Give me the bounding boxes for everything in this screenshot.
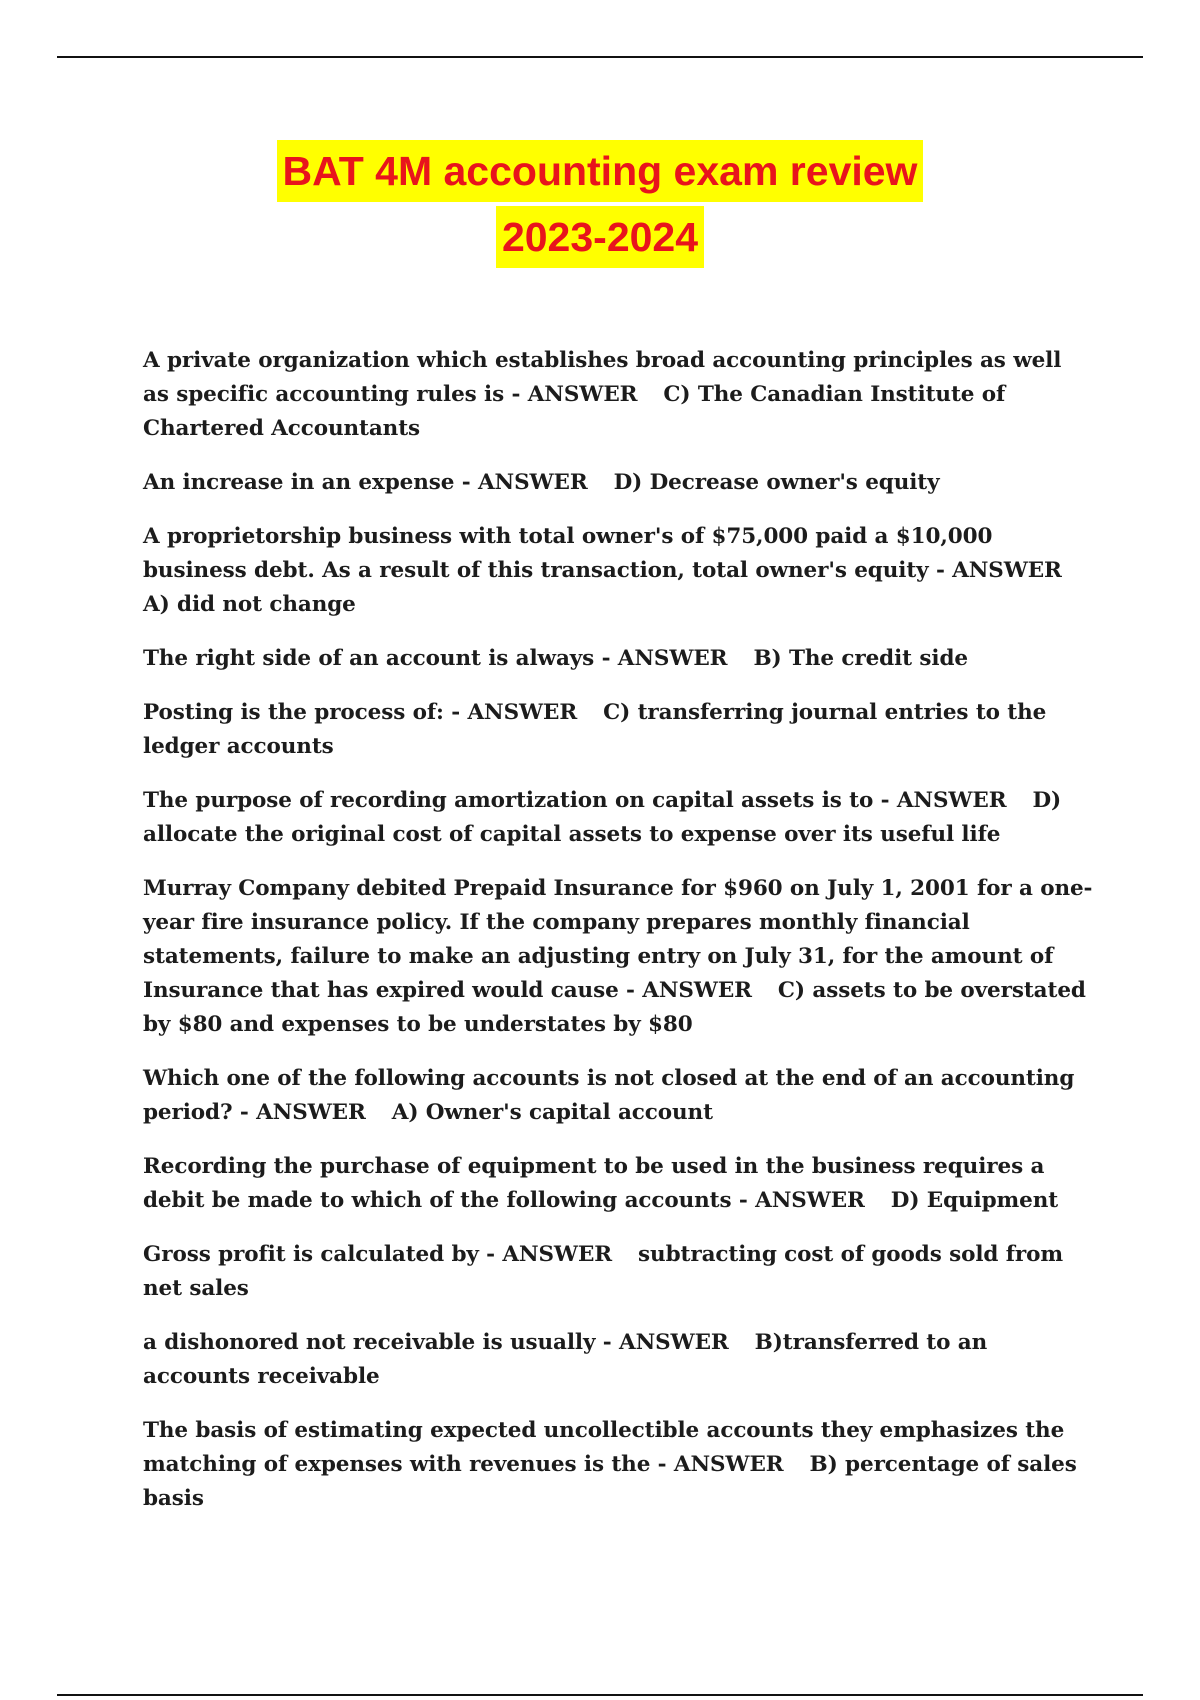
qa-item — [143, 1062, 1093, 1130]
answer-text: D) allocate the original cost of capital assets to expense over its useful life — [143, 788, 1062, 847]
top-rule — [57, 56, 1143, 58]
answer-text: D) Equipment — [890, 1188, 1059, 1213]
bottom-rule — [57, 1694, 1143, 1696]
answer-text: D) Decrease owner's equity — [613, 470, 940, 495]
question-text: An increase in an expense - ANSWER — [143, 470, 588, 495]
qa-item — [143, 642, 1093, 676]
answer-text: B)transferred to an accounts receivable — [143, 1330, 988, 1389]
question-text: Gross profit is calculated by - ANSWER — [143, 1242, 613, 1267]
answer-text: B) percentage of sales basis — [143, 1452, 1077, 1511]
answer-text: A) Owner's capital account — [391, 1100, 713, 1125]
answer-text: C) assets to be overstated by $80 and expenses to be understates by $80 — [143, 978, 1086, 1037]
question-text: The purpose of recording amortization on capital assets is to - ANSWER — [143, 788, 1007, 813]
question-text: a dishonored not receivable is usually - ANSWER — [143, 1330, 729, 1355]
answer-text: subtracting cost of goods sold from net sales — [143, 1242, 1064, 1301]
qa-item — [143, 872, 1093, 1042]
question-text: A private organization which establishes broad accounting principles as well as specific accounting rules is - ANSWER — [143, 348, 1062, 407]
question-text: Posting is the process of: - ANSWER — [143, 700, 578, 725]
qa-item — [143, 466, 1093, 500]
document-title — [0, 140, 1200, 268]
qa-item — [143, 784, 1093, 852]
qa-item — [143, 520, 1093, 622]
question-text: Recording the purchase of equipment to be used in the business requires a debit be made to which of the following accounts - ANSWER — [143, 1154, 1045, 1213]
title-line-1: BAT 4M accounting exam review — [277, 140, 924, 202]
answer-text: A) did not change — [143, 592, 356, 617]
title-line-2: 2023-2024 — [496, 206, 704, 268]
question-text: Murray Company debited Prepaid Insurance for $960 on July 1, 2001 for a one-year fire insurance policy. If the company prepares monthly financial statements, failure to make an adjusting entry on July 31, for the amount of Insurance that has expired would cause - ANSWER — [143, 876, 1093, 1003]
question-text: A proprietorship business with total owner's of $75,000 paid a $10,000 business debt. As a result of this transaction, total owner's equity - ANSWER — [143, 524, 1062, 583]
question-text: The right side of an account is always - ANSWER — [143, 646, 728, 671]
qa-item — [143, 1238, 1093, 1306]
qa-item — [143, 344, 1093, 446]
qa-item — [143, 1326, 1093, 1394]
qa-item — [143, 1150, 1093, 1218]
answer-text: B) The credit side — [753, 646, 968, 671]
qa-list — [143, 344, 1093, 1536]
answer-text: C) transferring journal entries to the ledger accounts — [143, 700, 1047, 759]
question-text: Which one of the following accounts is not closed at the end of an accounting period? - ANSWER — [143, 1066, 1075, 1125]
qa-item — [143, 696, 1093, 764]
qa-item — [143, 1414, 1093, 1516]
question-text: The basis of estimating expected uncollectible accounts they emphasizes the matching of expenses with revenues is the - ANSWER — [143, 1418, 1065, 1477]
answer-text: C) The Canadian Institute of Chartered Accountants — [143, 382, 1006, 441]
